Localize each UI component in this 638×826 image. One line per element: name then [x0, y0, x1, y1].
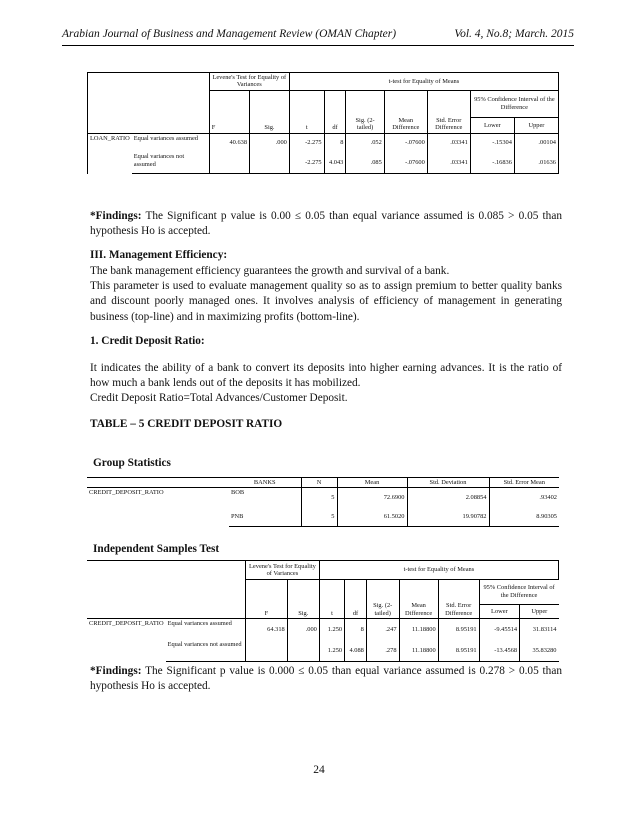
- variable-label: CREDIT_DEPOSIT_RATIO: [87, 488, 229, 527]
- group-statistics-table: [87, 477, 559, 527]
- cell: 5: [301, 507, 337, 527]
- cell: 8.95191: [438, 640, 479, 662]
- cell: .01636: [514, 152, 558, 174]
- cell: [250, 152, 290, 174]
- findings-2: [90, 664, 562, 695]
- cell: 8.90305: [489, 507, 559, 527]
- paragraph: It indicates the ability of a bank to convert its deposits into higher earning advances. It is the ratio of how much a bank lends out of the deposits it has mobilized.: [90, 362, 562, 390]
- cell: 2.08854: [407, 488, 489, 508]
- cell: 8.95191: [438, 619, 479, 641]
- cell: 35.83280: [520, 640, 559, 662]
- cell: -.16836: [470, 152, 514, 174]
- paragraph: The bank management efficiency guarantees the growth and survival of a bank.: [90, 265, 450, 277]
- col-header: F: [209, 90, 249, 133]
- volume-info: Vol. 4, No.8; March. 2015: [454, 28, 574, 40]
- col-header: N: [301, 478, 337, 488]
- cell: 40.638: [209, 133, 249, 152]
- cell: 8: [345, 619, 367, 641]
- col-header: t: [289, 90, 324, 133]
- header-blank: [87, 478, 229, 488]
- col-header: F: [246, 580, 288, 619]
- cell: .03341: [427, 133, 470, 152]
- cell: 19.90782: [407, 507, 489, 527]
- loan-ratio-ttest-table: [87, 72, 559, 174]
- cell: 1.250: [319, 619, 344, 641]
- bank-label: BOB: [229, 488, 301, 508]
- page-number: 24: [313, 764, 325, 776]
- table-row: [87, 619, 559, 641]
- row-label: Equal variances assumed: [166, 619, 246, 641]
- cell: -2.275: [289, 152, 324, 174]
- cell: .052: [346, 133, 384, 152]
- cell: 11.18800: [399, 640, 438, 662]
- col-header: Mean: [337, 478, 407, 488]
- col-header: df: [324, 90, 346, 133]
- independent-samples-title: Independent Samples Test: [93, 543, 220, 555]
- col-header: Std. Error Mean: [489, 478, 559, 488]
- subsection-heading: 1. Credit Deposit Ratio:: [90, 335, 205, 347]
- journal-title: Arabian Journal of Business and Management Review (OMAN Chapter): [62, 28, 397, 40]
- running-header: [62, 28, 574, 40]
- cell: 4.043: [324, 152, 346, 174]
- col-header: Lower: [479, 604, 520, 618]
- cell: .03341: [427, 152, 470, 174]
- paragraph: Credit Deposit Ratio=Total Advances/Customer Deposit.: [90, 392, 348, 404]
- header-blank: [88, 73, 210, 134]
- findings-label: *Findings:: [90, 210, 142, 222]
- cell: .247: [366, 619, 399, 641]
- cell: -9.45514: [479, 619, 520, 641]
- col-header: t: [319, 580, 344, 619]
- variable-label: CREDIT_DEPOSIT_RATIO: [87, 619, 166, 662]
- cell: .00104: [514, 133, 558, 152]
- col-header: Sig.: [287, 580, 319, 619]
- cell: 61.5020: [337, 507, 407, 527]
- cell: 4.088: [345, 640, 367, 662]
- col-header: Upper: [514, 117, 558, 133]
- levene-header: Levene's Test for Equality of Variances: [246, 561, 320, 580]
- cell: 1.250: [319, 640, 344, 662]
- table-row: [88, 152, 559, 174]
- cell: 64.318: [246, 619, 288, 641]
- row-label: Equal variances not assumed: [166, 640, 246, 662]
- table-row: [87, 488, 559, 508]
- group-statistics-title: Group Statistics: [93, 457, 171, 469]
- cell: 31.83114: [520, 619, 559, 641]
- col-header: Mean Difference: [384, 90, 427, 133]
- header-rule: [62, 45, 574, 46]
- findings-text: The Significant p value is 0.000 ≤ 0.05 than equal variance assumed is 0.278 > 0.05 than hypothesis Ho is accepted.: [90, 665, 562, 693]
- table-title: TABLE – 5 CREDIT DEPOSIT RATIO: [90, 418, 283, 430]
- paragraph: This parameter is used to evaluate management quality so as to assign premium to better quality banks and discount poorly managed ones. It involves analysis of efficiency of management in generating business (top-line) and in maximizing profits (bottom-line).: [90, 280, 562, 323]
- cell: .085: [346, 152, 384, 174]
- cell: [246, 640, 288, 662]
- row-label: Equal variances not assumed: [132, 152, 209, 174]
- variable-label: LOAN_RATIO: [88, 133, 132, 174]
- cell: 11.18800: [399, 619, 438, 641]
- levene-header: Levene's Test for Equality of Variances: [209, 73, 289, 91]
- findings-label: *Findings:: [90, 665, 142, 677]
- section-heading: III. Management Efficiency:: [90, 249, 228, 261]
- cell: .93402: [489, 488, 559, 508]
- col-header: Std. Deviation: [407, 478, 489, 488]
- col-header: Upper: [520, 604, 559, 618]
- cell: -2.275: [289, 133, 324, 152]
- independent-samples-table: [87, 560, 559, 662]
- cell: -.07600: [384, 133, 427, 152]
- cell: [287, 640, 319, 662]
- col-header: df: [345, 580, 367, 619]
- col-header: Std. Error Difference: [438, 580, 479, 619]
- row-label: Equal variances assumed: [132, 133, 209, 152]
- header-blank: [87, 561, 246, 619]
- cell: .000: [250, 133, 290, 152]
- findings-text: The Significant p value is 0.00 ≤ 0.05 than equal variance assumed is 0.085 > 0.05 than hypothesis Ho is accepted.: [90, 210, 562, 238]
- findings-1: [90, 209, 562, 240]
- cell: 8: [324, 133, 346, 152]
- cell: -.15304: [470, 133, 514, 152]
- cell: -13.4568: [479, 640, 520, 662]
- cell: 5: [301, 488, 337, 508]
- col-header: Lower: [470, 117, 514, 133]
- ttest-header: t-test for Equality of Means: [289, 73, 558, 91]
- cell: .278: [366, 640, 399, 662]
- col-header: BANKS: [229, 478, 301, 488]
- table-row: [88, 133, 559, 152]
- col-header: Sig. (2-tailed): [366, 580, 399, 619]
- ttest-header: t-test for Equality of Means: [319, 561, 558, 580]
- cell: .000: [287, 619, 319, 641]
- ci-header: 95% Confidence Interval of the Difference: [470, 90, 558, 117]
- cell: 72.6900: [337, 488, 407, 508]
- col-header: Mean Difference: [399, 580, 438, 619]
- ci-header: 95% Confidence Interval of the Difference: [479, 580, 558, 605]
- col-header: Sig. (2-tailed): [346, 90, 384, 133]
- bank-label: PNB: [229, 507, 301, 527]
- col-header: Sig.: [250, 90, 290, 133]
- cell: [209, 152, 249, 174]
- cell: -.07600: [384, 152, 427, 174]
- col-header: Std. Error Difference: [427, 90, 470, 133]
